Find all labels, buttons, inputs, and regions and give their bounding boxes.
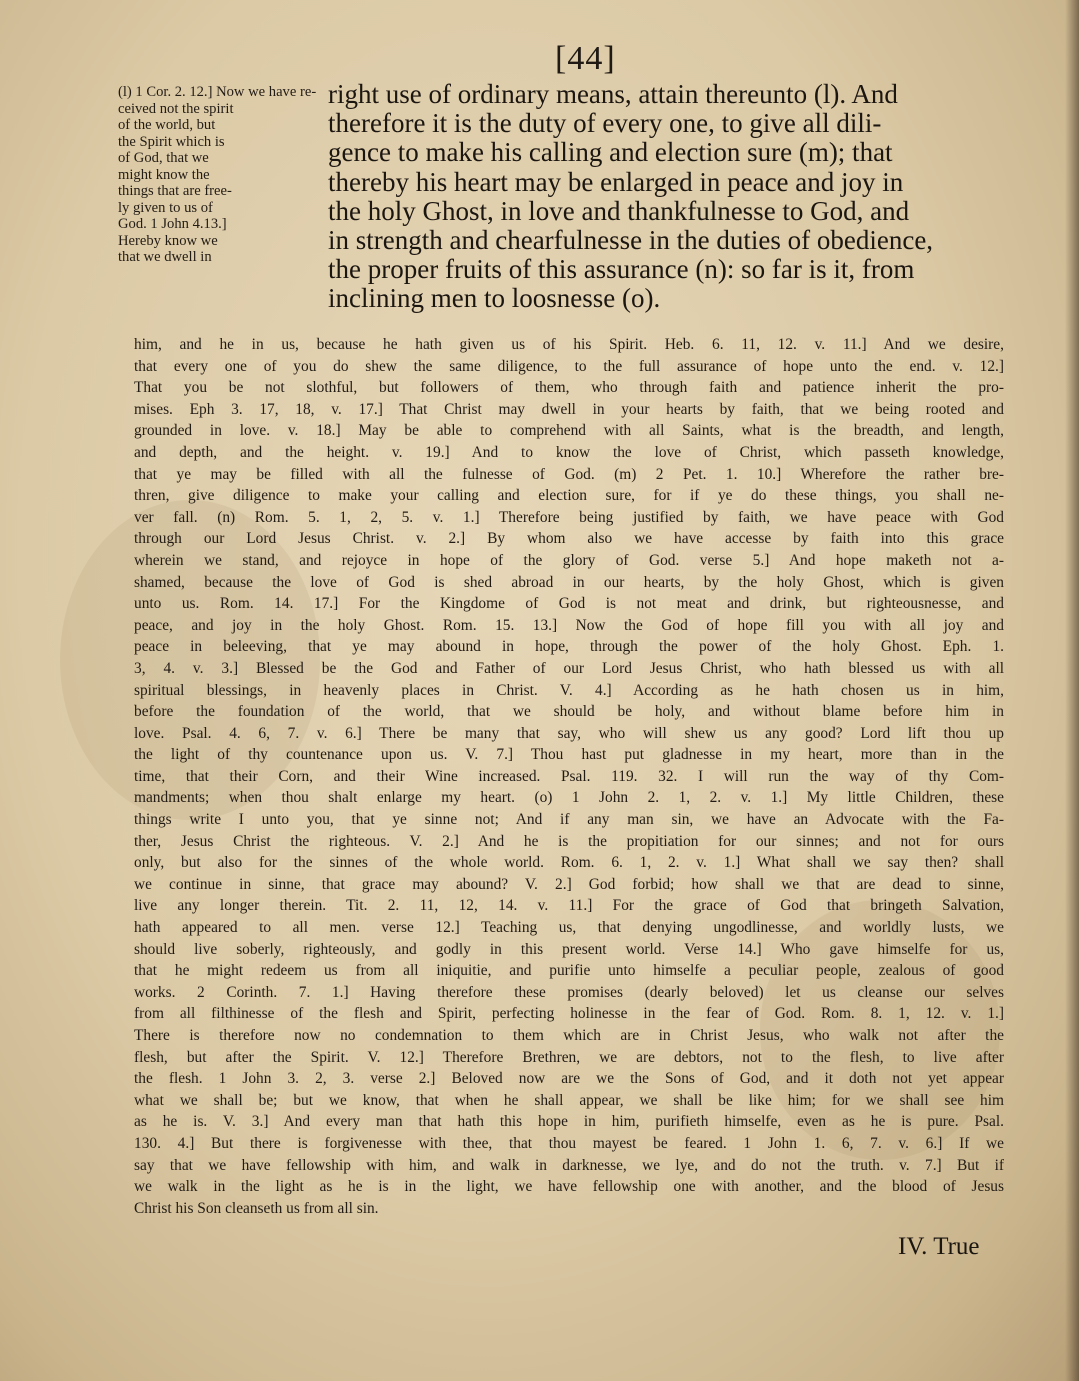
footnote-line: love. Psal. 4. 6, 7. v. 6.] There be many that say, who will shew us any good? Lord lift thou up <box>134 724 1004 742</box>
footnote-line: things write I unto you, that ye sinne not; And if any man sin, we have an Advocate with the Fa- <box>134 811 1004 829</box>
page-number: [44] <box>555 40 616 77</box>
footnote-line: we continue in sinne, that grace may abound? V. 2.] God forbid; how shall we that are dead to sinne, <box>134 875 1004 893</box>
main-text-line: inclining men to loosnesse (o). <box>328 283 661 314</box>
footnote-line: shamed, because the love of God is shed abroad in our hearts, by the holy Ghost, which is given <box>134 573 1004 591</box>
footnote-line: that ye may be filled with all the fulnesse of God. (m) 2 Pet. 1. 10.] Wherefore the rather bre- <box>134 465 1004 483</box>
footnote-line: and depth, and the height. v. 19.] And to know the love of Christ, which passeth knowledge, <box>134 443 1004 461</box>
footnote-line: hath appeared to all men. verse 12.] Teaching us, that denying ungodlinesse, and worldly lusts, we <box>134 919 1004 937</box>
footnote-line: before the foundation of the world, that we should be holy, and without blame before him in <box>134 703 1004 721</box>
footnote-line: that every one of you do shew the same diligence, to the full assurance of hope unto the end. v. 12.] <box>134 357 1004 375</box>
footnote-line: what we shall be; but we know, that when he shall appear, we shall be like him; for we shall see him <box>134 1091 1004 1109</box>
footnote-line: peace, and joy in the holy Ghost. Rom. 15. 13.] Now the God of hope fill you with all joy and <box>134 616 1004 634</box>
footnote-line: 3, 4. v. 3.] Blessed be the God and Father of our Lord Jesus Christ, who hath blessed us with all <box>134 659 1004 677</box>
footnote-line: 130. 4.] But there is forgivenesse with thee, that thou mayest be feared. 1 John 1. 6, 7. v. 6.] If we <box>134 1134 1004 1152</box>
main-text-line: gence to make his calling and election sure (m); that <box>328 137 893 168</box>
margin-note-line: of the world, but <box>118 117 216 133</box>
main-text-line: in strength and chearfulnesse in the duties of obedience, <box>328 225 934 256</box>
footnote-line: live any longer therein. Tit. 2. 11, 12, 14. v. 11.] For the grace of God that bringeth Salvation, <box>134 897 1004 915</box>
footnote-line: him, and he in us, because he hath given us of his Spirit. Heb. 6. 11, 12. v. 11.] And we desire, <box>134 336 1004 353</box>
footnote-line: time, that their Corn, and their Wine increased. Psal. 119. 32. I will run the way of thy Com- <box>134 767 1004 785</box>
main-text-line: therefore it is the duty of every one, to give all dili- <box>328 108 882 139</box>
footnote-line: There is therefore now no condemnation to them which are in Christ Jesus, who walk not after the <box>134 1027 1004 1044</box>
footnote-line: unto us. Rom. 14. 17.] For the Kingdome of God is not meat and drink, but righteousnesse, and <box>134 595 1004 613</box>
margin-note-line: ceived not the spirit <box>118 100 234 117</box>
footnote-line: that he might redeem us from all iniquitie, and purifie unto himselfe a peculiar people, zealous of good <box>134 962 1004 980</box>
footnote-line: from all filthinesse of the flesh and Spirit, perfecting holinesse in the fear of God. Rom. 8. 1, 12. v. 1.] <box>134 1005 1004 1023</box>
margin-note-line: might know the <box>118 166 210 183</box>
footnote-line: ver fall. (n) Rom. 5. 1, 2, 5. v. 1.] Therefore being justified by faith, we have peace with God <box>134 508 1004 526</box>
main-text-line: right use of ordinary means, attain thereunto (l). And <box>328 79 898 109</box>
margin-note-line: (l) 1 Cor. 2. 12.] Now we have re- <box>118 84 317 100</box>
margin-note-line: the Spirit which is <box>118 133 225 150</box>
footnote-line: wherein we stand, and rejoyce in hope of the glory of God. verse 5.] And hope maketh not a- <box>134 551 1004 569</box>
footnote-line: only, but also for the sinnes of the whole world. Rom. 6. 1, 2. v. 1.] What shall we say then? shall <box>134 854 1004 872</box>
footnote-line: grounded in love. v. 18.] May be able to comprehend with all Saints, what is the breadth, and length, <box>134 422 1004 440</box>
footnote-line: mises. Eph 3. 17, 18, v. 17.] That Christ may dwell in your hearts by faith, that we being rooted and <box>134 400 1004 418</box>
footnote-line: spiritual blessings, in heavenly places in Christ. V. 4.] According as he hath chosen us in him, <box>134 681 1004 699</box>
margin-note-line: Hereby know we <box>118 232 218 249</box>
page-edge-shadow <box>1065 0 1079 1381</box>
main-text-line: the proper fruits of this assurance (n): so far is it, from <box>328 254 915 285</box>
catchword: IV. True <box>898 1233 980 1260</box>
footnote-line: say that we have fellowship with him, and walk in darknesse, we lye, and do not the truth. v. 7.] But if <box>134 1156 1004 1174</box>
footnote-line: the flesh. 1 John 3. 2, 3. verse 2.] Beloved now are we the Sons of God, and it doth not yet appear <box>134 1070 1004 1088</box>
footnote-line: as he is. V. 3.] And every man that hath this hope in him, purifieth himselfe, even as he is pure. Psal. <box>134 1113 1004 1131</box>
margin-note <box>118 84 318 266</box>
footnote-line: That you be not slothful, but followers of them, who through faith and patience inherit the pro- <box>134 379 1004 397</box>
footnote-line: mandments; when thou shalt enlarge my heart. (o) 1 John 2. 1, 2. v. 1.] My little Children, these <box>134 789 1004 807</box>
footnote-line: the light of thy countenance upon us. V. 7.] Thou hast put gladnesse in my heart, more than in the <box>134 746 1004 764</box>
margin-note-line: things that are free- <box>118 183 232 199</box>
scripture-footnotes <box>134 334 1004 1219</box>
footnote-line: Christ his Son cleanseth us from all sin. <box>134 1199 379 1217</box>
footnote-line: flesh, but after the Spirit. V. 12.] Therefore Brethren, we are debtors, not to the flesh, to live after <box>134 1048 1004 1066</box>
footnote-line: we walk in the light as he is in the light, we have fellowship one with another, and the blood of Jesus <box>134 1178 1004 1196</box>
footnote-line: ther, Jesus Christ the righteous. V. 2.] And he is the propitiation for our sinnes; and not for ours <box>134 832 1004 850</box>
footnote-line: thren, give diligence to make your calling and election sure, for if ye do these things, you shall ne- <box>134 487 1004 505</box>
main-text-line: the holy Ghost, in love and thankfulnesse to God, and <box>328 195 910 226</box>
main-paragraph <box>328 80 1000 314</box>
main-text-line: thereby his heart may be enlarged in peace and joy in <box>328 166 904 197</box>
margin-note-line: of God, that we <box>118 150 209 166</box>
footnote-line: through our Lord Jesus Christ. v. 2.] By whom also we have accesse by faith into this grace <box>134 530 1004 548</box>
margin-note-line: that we dwell in <box>118 249 212 265</box>
footnote-line: peace in beleeving, that ye may abound in hope, through the power of the holy Ghost. Eph. 1. <box>134 638 1004 656</box>
margin-note-line: God. 1 John 4.13.] <box>118 216 227 232</box>
margin-note-line: ly given to us of <box>118 199 213 216</box>
footnote-line: works. 2 Corinth. 7. 1.] Having therefore these promises (dearly beloved) let us cleanse our selves <box>134 983 1004 1001</box>
footnote-line: should live soberly, righteously, and godly in this present world. Verse 14.] Who gave himselfe for us, <box>134 940 1004 958</box>
